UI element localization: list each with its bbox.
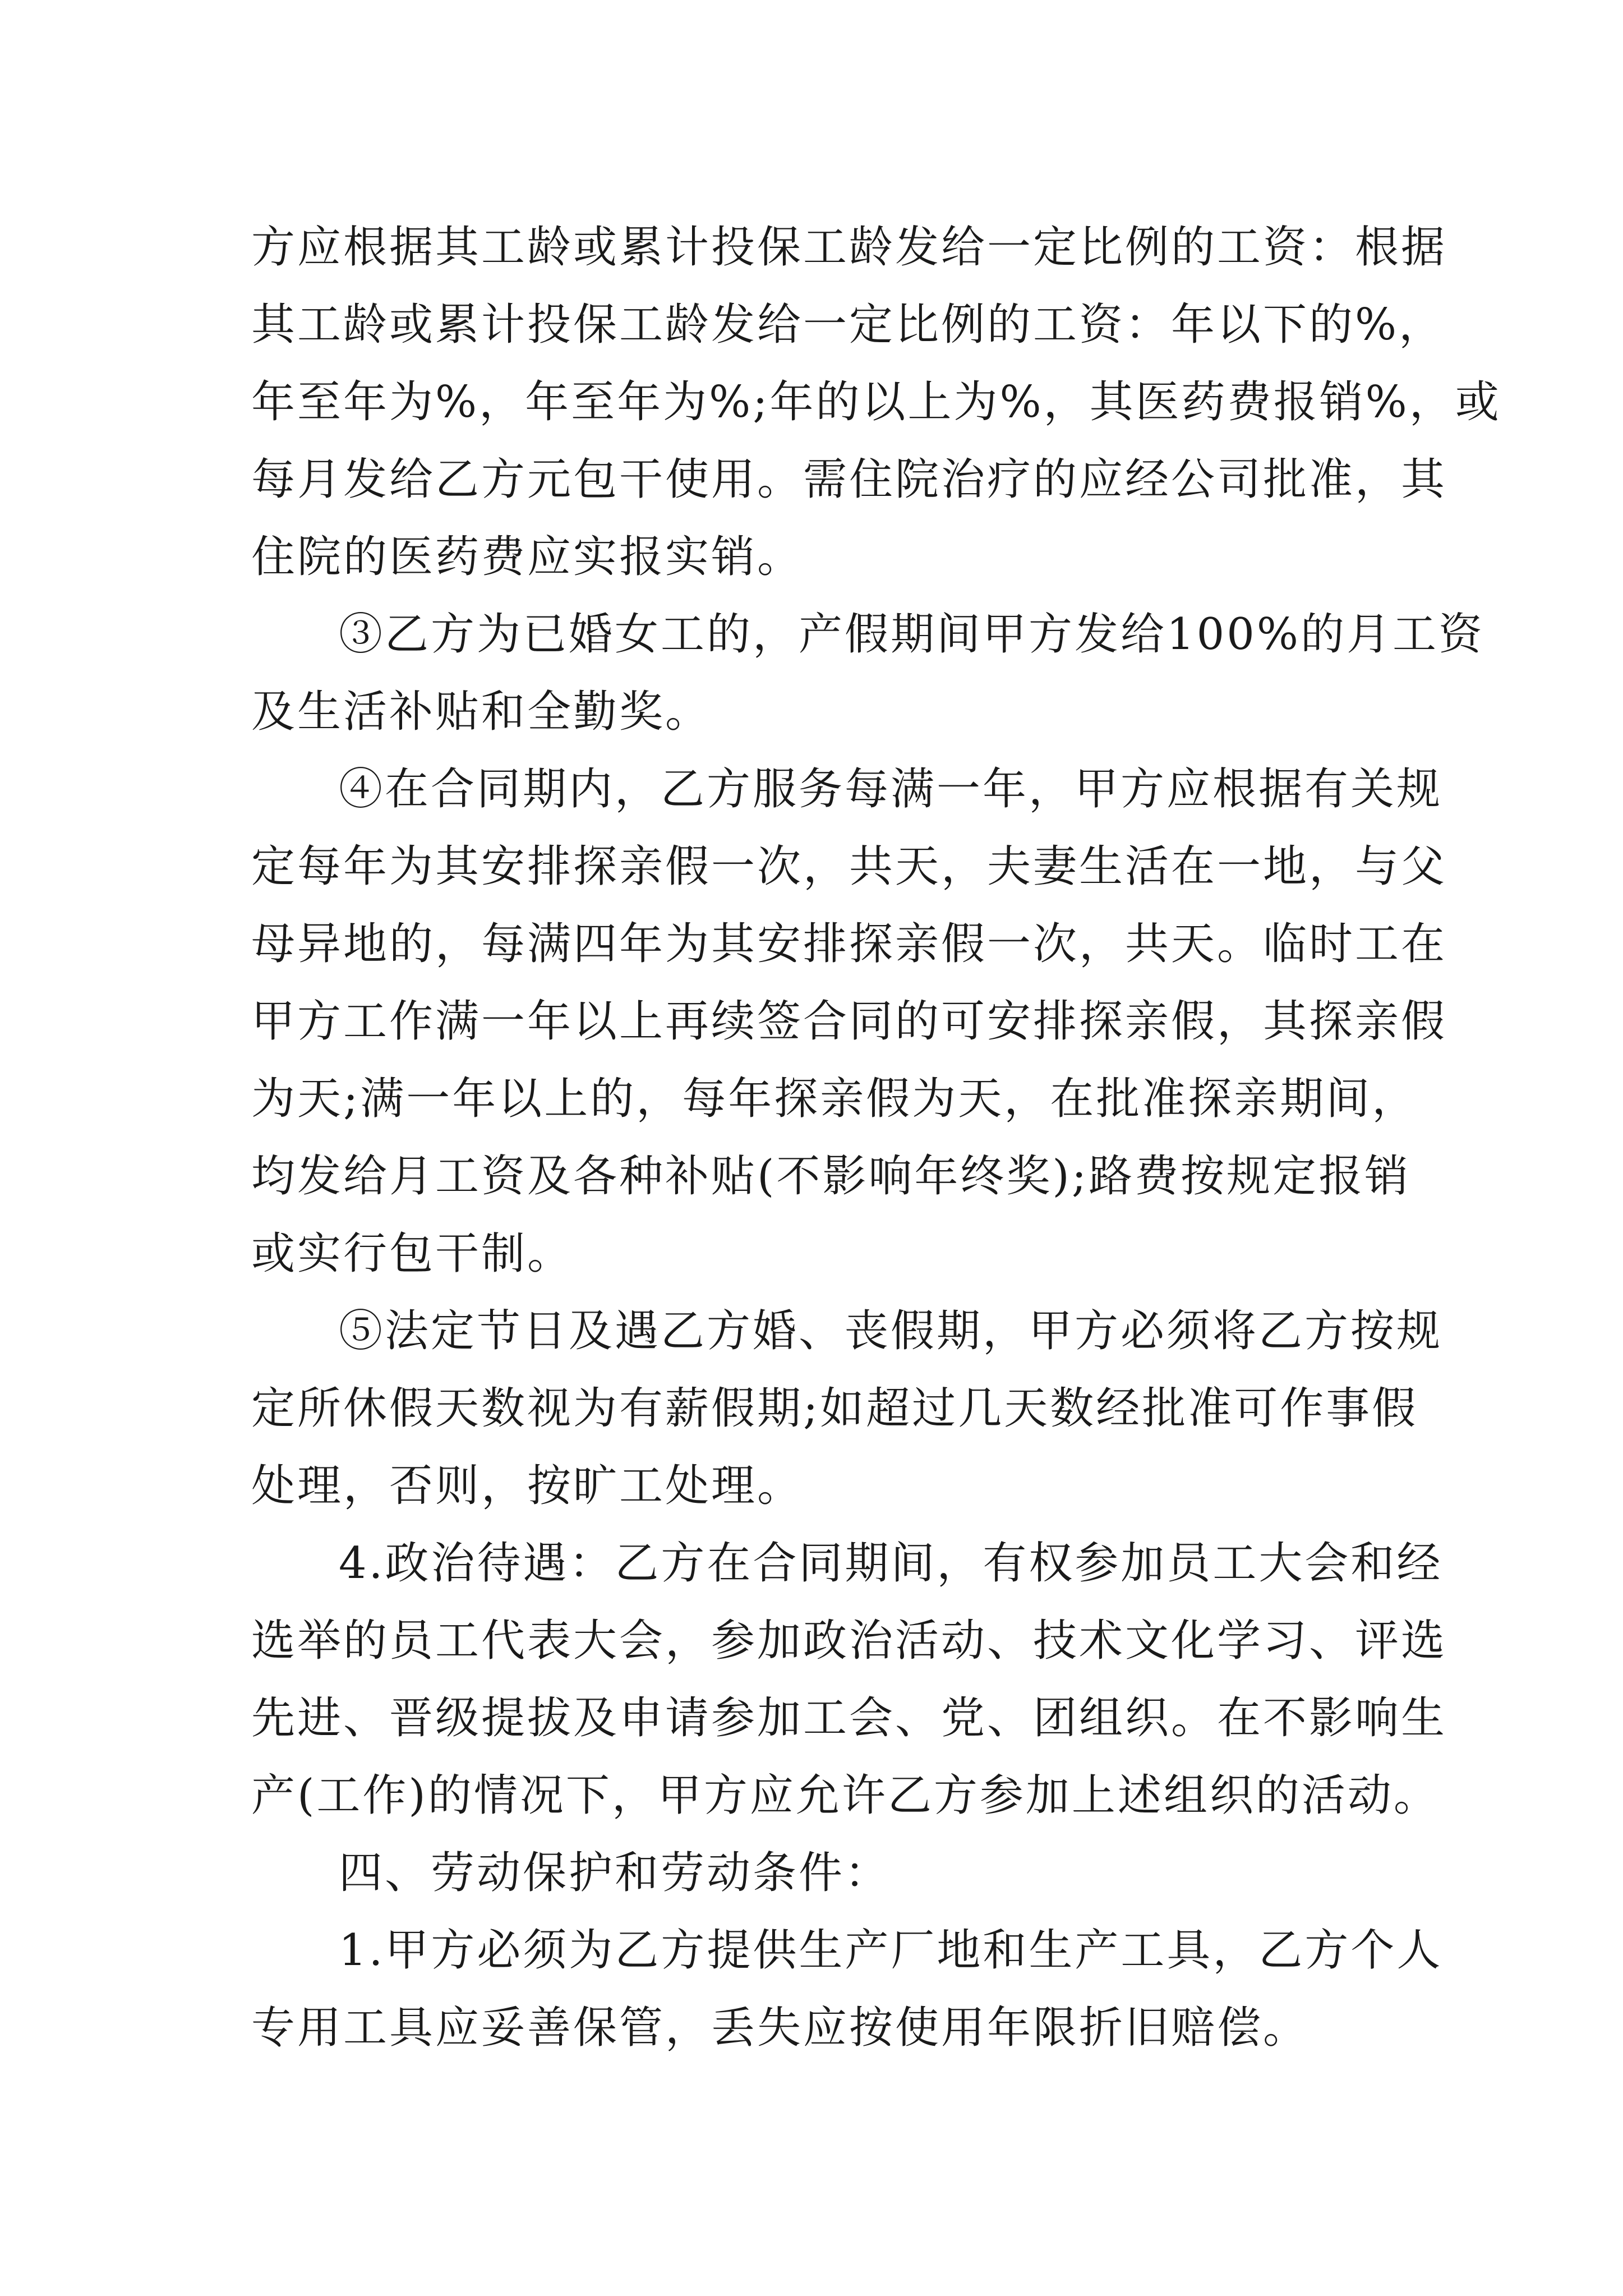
text-line: 其工龄或累计投保工龄发给一定比例的工资：年以下的%， — [251, 300, 1445, 350]
text-line: ⑤法定节日及遇乙方婚、丧假期，甲方必须将乙方按规 — [339, 1306, 1443, 1356]
text-line: 4.政治待遇：乙方在合同期间，有权参加员工大会和经 — [339, 1538, 1443, 1589]
text-line: 先进、晋级提拔及申请参加工会、党、团组织。在不影响生 — [251, 1693, 1447, 1743]
text-line: ③乙方为已婚女工的，产假期间甲方发给100%的月工资 — [339, 609, 1484, 660]
text-line: 年至年为%，年至年为%;年的以上为%，其医药费报销%，或 — [251, 377, 1501, 427]
text-line: 1.甲方必须为乙方提供生产厂地和生产工具，乙方个人 — [339, 1925, 1443, 1976]
text-line: 选举的员工代表大会，参加政治活动、技术文化学习、评选 — [251, 1616, 1447, 1666]
text-line: ④在合同期内，乙方服务每满一年，甲方应根据有关规 — [339, 764, 1443, 815]
body-text — [251, 209, 1501, 2067]
text-line: 或实行包干制。 — [251, 1228, 574, 1279]
text-line: 每月发给乙方元包干使用。需住院治疗的应经公司批准，其 — [251, 454, 1447, 505]
text-line: 母异地的，每满四年为其安排探亲假一次，共天。临时工在 — [251, 919, 1447, 969]
text-line: 方应根据其工龄或累计投保工龄发给一定比例的工资：根据 — [251, 222, 1447, 273]
text-line: 甲方工作满一年以上再续签合同的可安排探亲假，其探亲假 — [251, 996, 1447, 1047]
text-line: 处理，否则，按旷工处理。 — [251, 1461, 804, 1511]
text-line: 为天;满一年以上的，每年探亲假为天，在批准探亲期间， — [251, 1074, 1418, 1124]
text-line: 住院的医药费应实报实销。 — [251, 532, 804, 582]
text-line: 定每年为其安排探亲假一次，共天，夫妻生活在一地，与父 — [251, 841, 1447, 892]
text-line: 均发给月工资及各种补贴(不影响年终奖);路费按规定报销 — [251, 1151, 1411, 1202]
text-line: 产(工作)的情况下，甲方应允许乙方参加上述组织的活动。 — [251, 1770, 1440, 1821]
text-line: 及生活补贴和全勤奖。 — [251, 687, 712, 737]
text-line: 专用工具应妥善保管，丢失应按使用年限折旧赔偿。 — [251, 2003, 1310, 2053]
text-line: 定所休假天数视为有薪假期;如超过几天数经批准可作事假 — [251, 1383, 1418, 1434]
text-line: 四、劳动保护和劳动条件： — [339, 1848, 891, 1898]
